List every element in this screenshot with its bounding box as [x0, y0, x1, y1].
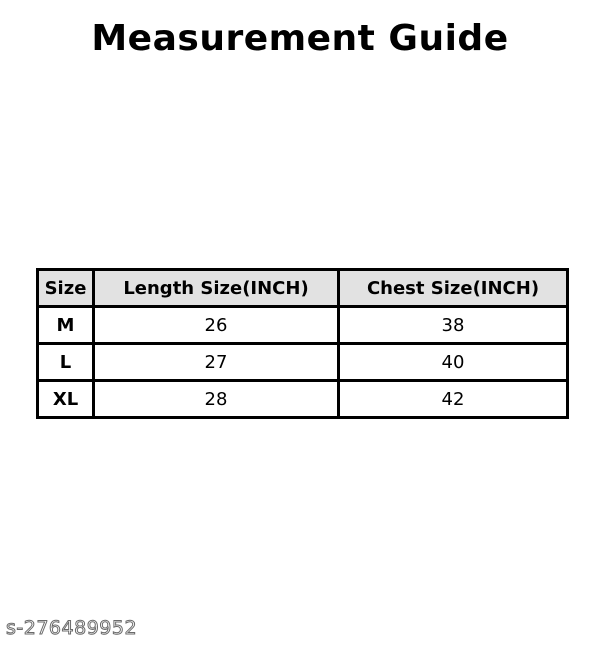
- table-row: [38, 344, 568, 381]
- header-length: Length Size(INCH): [94, 270, 339, 307]
- watermark-id: s-276489952: [6, 617, 138, 639]
- chest-cell: 38: [339, 307, 568, 344]
- table-header-row: [38, 270, 568, 307]
- table-row: [38, 381, 568, 418]
- chest-cell: 40: [339, 344, 568, 381]
- table-row: [38, 307, 568, 344]
- size-cell: XL: [38, 381, 94, 418]
- measurement-table: [36, 268, 569, 419]
- length-cell: 27: [94, 344, 339, 381]
- header-chest: Chest Size(INCH): [339, 270, 568, 307]
- length-cell: 28: [94, 381, 339, 418]
- size-cell: M: [38, 307, 94, 344]
- size-cell: L: [38, 344, 94, 381]
- header-size: Size: [38, 270, 94, 307]
- chest-cell: 42: [339, 381, 568, 418]
- length-cell: 26: [94, 307, 339, 344]
- page-title: Measurement Guide: [91, 18, 509, 59]
